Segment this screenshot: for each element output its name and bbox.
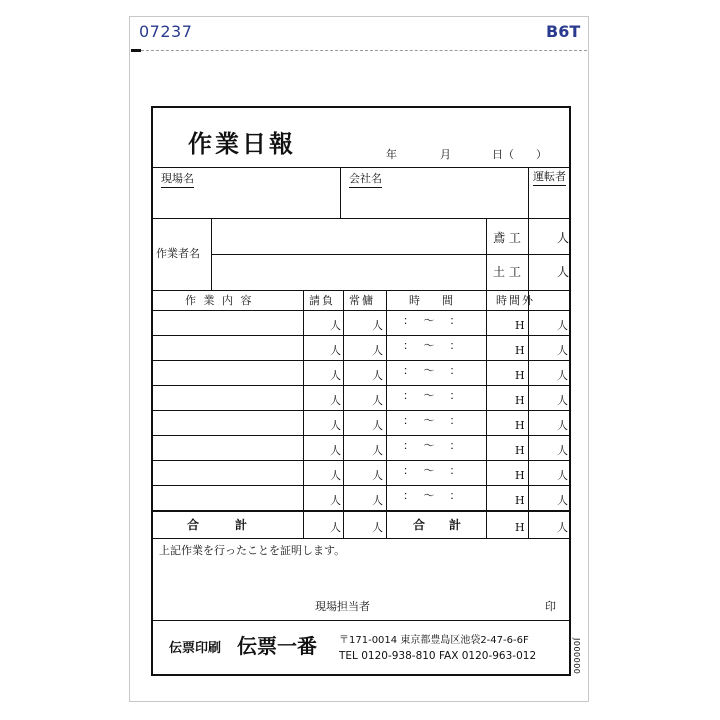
total-overtime-hours-unit: H — [515, 521, 525, 534]
row-time-range: ： 〜 ： — [403, 464, 463, 477]
row-joyo-unit: 人 — [372, 494, 383, 507]
divider — [340, 167, 341, 218]
total-label: 合 計 — [187, 518, 248, 532]
divider — [528, 290, 529, 538]
divider — [153, 218, 569, 219]
divider — [153, 620, 569, 621]
row-time-range: ： 〜 ： — [403, 339, 463, 352]
divider — [528, 218, 529, 290]
row-time-range: ： 〜 ： — [403, 364, 463, 377]
page-title: 作業日報 — [188, 130, 296, 158]
divider — [153, 510, 569, 512]
row-joyo-unit: 人 — [372, 419, 383, 432]
row-overtime-hours-unit: H — [515, 494, 525, 507]
divider — [486, 218, 487, 290]
divider — [153, 485, 569, 486]
worker-type-unit: 人 — [557, 231, 570, 245]
row-ukeoi-unit: 人 — [330, 344, 341, 357]
row-overtime-people-unit: 人 — [557, 394, 568, 407]
row-ukeoi-unit: 人 — [330, 444, 341, 457]
perforation-line — [131, 50, 587, 51]
divider — [153, 410, 569, 411]
worker-type-label: 鳶 工 — [493, 231, 521, 245]
divider — [153, 538, 569, 539]
divider — [153, 290, 569, 291]
workers-label: 作業者名 — [156, 247, 200, 260]
col-header-time: 時 間 — [409, 294, 453, 307]
company-phone-fax: TEL 0120-938-810 FAX 0120-963-012 — [339, 650, 537, 662]
row-ukeoi-unit: 人 — [330, 494, 341, 507]
divider — [153, 167, 569, 168]
company-address: 〒171-0014 東京都豊島区池袋2-47-6-6F — [339, 635, 529, 646]
driver-label: 運転者 — [533, 171, 566, 182]
worker-type-unit: 人 — [557, 265, 570, 279]
divider — [386, 290, 387, 538]
divider — [211, 218, 212, 290]
row-ukeoi-unit: 人 — [330, 319, 341, 332]
divider — [153, 435, 569, 436]
form-type: B6T — [546, 22, 581, 41]
form-code: 07237 — [139, 22, 193, 41]
row-overtime-hours-unit: H — [515, 394, 525, 407]
col-header-work: 作 業 内 容 — [185, 294, 254, 307]
seal-label: 印 — [545, 600, 556, 613]
date-day-label: 日（ ） — [492, 148, 547, 161]
col-header-ukeoi: 請負 — [309, 294, 335, 307]
brand-logo: 伝票一番 — [237, 634, 317, 658]
row-overtime-hours-unit: H — [515, 344, 525, 357]
row-joyo-unit: 人 — [372, 369, 383, 382]
row-overtime-people-unit: 人 — [557, 344, 568, 357]
row-ukeoi-unit: 人 — [330, 394, 341, 407]
total-time-label: 合 計 — [413, 518, 462, 532]
divider — [303, 290, 304, 538]
total-ukeoi-unit: 人 — [330, 521, 341, 534]
row-time-range: ： 〜 ： — [403, 314, 463, 327]
worker-type-label: 土 工 — [493, 265, 521, 279]
divider — [153, 360, 569, 361]
daily-report-form — [151, 106, 571, 676]
row-time-range: ： 〜 ： — [403, 414, 463, 427]
row-overtime-people-unit: 人 — [557, 369, 568, 382]
row-overtime-hours-unit: H — [515, 444, 525, 457]
divider — [211, 254, 569, 255]
divider — [153, 310, 569, 311]
row-overtime-people-unit: 人 — [557, 494, 568, 507]
row-overtime-hours-unit: H — [515, 319, 525, 332]
row-time-range: ： 〜 ： — [403, 439, 463, 452]
row-overtime-hours-unit: H — [515, 469, 525, 482]
divider — [343, 290, 344, 538]
company-name-label: 会社名 — [349, 173, 382, 184]
row-overtime-hours-unit: H — [515, 419, 525, 432]
form-side-id: J000000 — [572, 638, 581, 675]
row-joyo-unit: 人 — [372, 319, 383, 332]
brand-small: 伝票印刷 — [169, 641, 222, 656]
site-name-label: 現場名 — [161, 173, 194, 184]
row-joyo-unit: 人 — [372, 469, 383, 482]
date-month-label: 月 — [440, 148, 451, 161]
row-ukeoi-unit: 人 — [330, 419, 341, 432]
date-year-label: 年 — [386, 148, 397, 161]
divider — [153, 335, 569, 336]
row-time-range: ： 〜 ： — [403, 389, 463, 402]
divider — [486, 290, 487, 538]
col-header-joyo: 常傭 — [349, 294, 375, 307]
row-joyo-unit: 人 — [372, 444, 383, 457]
certify-text: 上記作業を行ったことを証明します。 — [159, 544, 346, 557]
supervisor-label: 現場担当者 — [315, 600, 370, 613]
row-ukeoi-unit: 人 — [330, 369, 341, 382]
divider — [153, 460, 569, 461]
row-overtime-people-unit: 人 — [557, 419, 568, 432]
perforation-mark — [131, 49, 141, 52]
col-header-overtime: 時間外 — [496, 294, 535, 307]
row-joyo-unit: 人 — [372, 344, 383, 357]
row-overtime-people-unit: 人 — [557, 319, 568, 332]
row-overtime-hours-unit: H — [515, 369, 525, 382]
divider — [153, 385, 569, 386]
total-joyo-unit: 人 — [372, 521, 383, 534]
divider — [528, 167, 529, 218]
row-ukeoi-unit: 人 — [330, 469, 341, 482]
row-overtime-people-unit: 人 — [557, 444, 568, 457]
row-time-range: ： 〜 ： — [403, 489, 463, 502]
row-overtime-people-unit: 人 — [557, 469, 568, 482]
row-joyo-unit: 人 — [372, 394, 383, 407]
total-overtime-people-unit: 人 — [557, 521, 568, 534]
